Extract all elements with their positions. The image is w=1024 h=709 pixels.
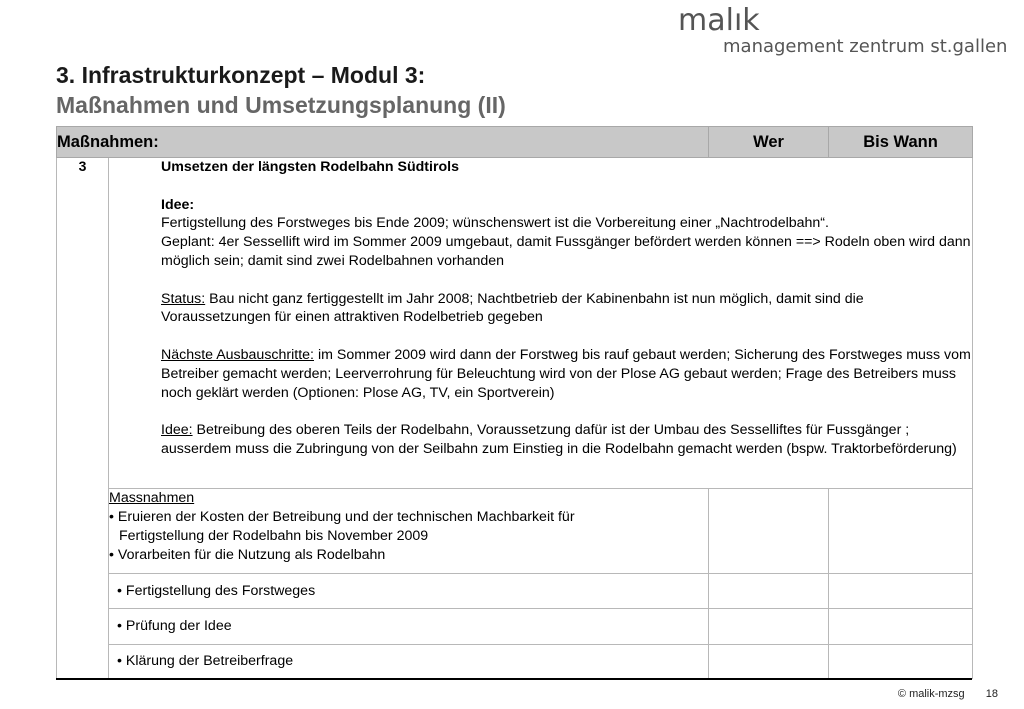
idee-text-2: Geplant: 4er Sessellift wird im Sommer 2009 umgebaut, damit Fussgänger befördert werden können ==> Rodeln oben wird dann möglich sein; damit sind zwei Rodelbahnen vorhanden [161, 234, 971, 269]
row-number: 3 [57, 158, 109, 679]
table-header-row [57, 127, 973, 158]
table-row [57, 645, 973, 679]
table-row [57, 609, 973, 645]
logo [678, 4, 760, 38]
footer [880, 688, 998, 700]
page-subtitle: Maßnahmen und Umsetzungsplanung (II) [56, 92, 506, 118]
table-row [57, 574, 973, 609]
table-row-measures [57, 489, 973, 574]
idee-label: Idee: [161, 196, 195, 213]
page-title: 3. Infrastrukturkonzept – Modul 3: [56, 62, 426, 88]
header-massnahmen: Maßnahmen: [57, 127, 709, 158]
next-steps-paragraph [161, 346, 972, 402]
idee2-paragraph [161, 421, 972, 459]
header-bis-wann: Bis Wann [829, 127, 973, 158]
wer-cell [709, 574, 829, 609]
measures-item-1-line-1: • Eruieren der Kosten der Betreibung und der technischen Machbarkeit für [109, 509, 575, 525]
bis-wann-cell [829, 645, 973, 679]
logo-subtitle: management zentrum st.gallen [723, 36, 1008, 57]
idee-text-1: Fertigstellung des Forstweges bis Ende 2009; wünschenswert ist die Vorbereitung einer „Nachtrodelbahn“. [161, 215, 829, 232]
description-cell [109, 158, 973, 489]
measures-item-1-line-2: Fertigstellung der Rodelbahn bis November 2009 [119, 528, 429, 544]
table-row-description [57, 158, 973, 489]
idee2-text: Betreibung des oberen Teils der Rodelbahn, Voraussetzung dafür ist der Umbau des Sesselliftes für Fussgänger ; ausserdem muss die Zubringung von der Seilbahn zum Einstieg in die Rodelbahn gemacht werden (bspw. Traktorbeförderung) [161, 422, 957, 457]
status-label: Status: [161, 290, 206, 307]
measures-cell [109, 489, 709, 574]
bis-wann-cell [829, 489, 973, 574]
measures-label: Massnahmen [109, 490, 195, 506]
footer-copyright: © malik-mzsg [897, 688, 965, 700]
row-item: • Klärung der Betreiberfrage [109, 645, 709, 679]
wer-cell [709, 489, 829, 574]
wer-cell [709, 645, 829, 679]
measures-table [56, 126, 973, 679]
status-paragraph [161, 290, 972, 328]
row-item: • Prüfung der Idee [109, 609, 709, 645]
header-wer: Wer [709, 127, 829, 158]
description-heading: Umsetzen der längsten Rodelbahn Südtirols [161, 159, 459, 175]
row-item: • Fertigstellung des Forstweges [109, 574, 709, 609]
next-steps-text: im Sommer 2009 wird dann der Forstweg bis rauf gebaut werden; Sicherung des Forstweges muss vom Betreiber gemacht werden; Leerverrohrung für Beleuchtung wird von der Plose AG gebaut werden; Frage des Betreibers muss noch geklärt werden (Optionen: Plose AG, TV, ein Sportverein) [161, 346, 971, 401]
bottom-rule [56, 678, 972, 680]
logo-mark: malık [678, 3, 760, 38]
footer-page-number: 18 [985, 688, 998, 700]
next-steps-label: Nächste Ausbauschritte: [161, 346, 314, 363]
idee2-label: Idee: [161, 422, 193, 439]
bis-wann-cell [829, 609, 973, 645]
status-text: Bau nicht ganz fertiggestellt im Jahr 2008; Nachtbetrieb der Kabinenbahn ist nun möglich, damit sind die Voraussetzungen für einen attraktiven Rodelbetrieb gegeben [161, 290, 864, 326]
measures-item-2: • Vorarbeiten für die Nutzung als Rodelbahn [109, 547, 386, 563]
wer-cell [709, 609, 829, 645]
bis-wann-cell [829, 574, 973, 609]
